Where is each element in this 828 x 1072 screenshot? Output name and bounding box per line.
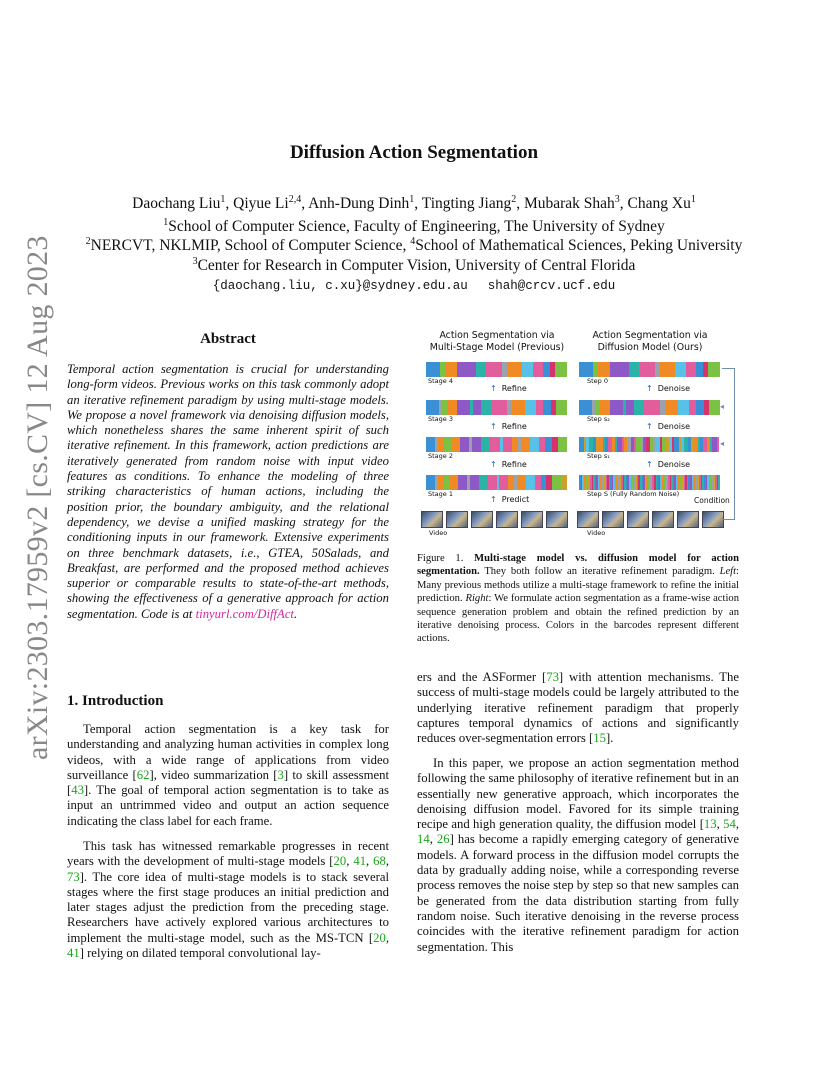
- affiliation-mark: 1: [163, 217, 169, 228]
- intro-paragraph-4: [417, 756, 739, 955]
- author-list: Daochang Liu$^1$, Qiyue Li$^{2,4}$, Anh-Dung Dinh$^1$, Tingting Jiang$^2$, Mubarak Shah$^3$, Chang Xu$^1$: [132, 194, 696, 213]
- affiliation-mark: 2: [511, 194, 517, 205]
- barcode-segment: [491, 400, 507, 415]
- author-name: Tingting Jiang: [421, 195, 512, 213]
- barcode-segment: [490, 437, 499, 452]
- paragraph-text: In this paper, we propose an action segmentation method following the same philosophy of iterative refinement but in an essentially new generative approach, which incorporates the denoising diffusion model. Favored for its simple training recipe and high generation quality, the diffusion model [: [417, 756, 739, 832]
- email-address[interactable]: {daochang.liu, c.xu}@sydney.edu.au: [212, 279, 468, 293]
- abstract-text: Temporal action segmentation is crucial for understanding long-form videos. Previous works on this task commonly adopt an iterative refinement paradigm by using multi-stage models. We propose a novel framework via denoising diffusion models, which nonetheless shares the same inherent spirit of such iterative refinement. In this framework, action predictions are iteratively generated from random noise with input video features as conditions. To enhance the modeling of three striking characteristics of human actions, including the position prior, the boundary ambiguity, and the relational dependency, we devise a unified masking strategy for the conditioning inputs in our framework. Extensive experiments on three benchmark datasets, i.e., GTEA, 50Salads, and Breakfast, are performed and the proposed method achieves superior or comparable results to state-of-the-art methods, showing the effectiveness of a generative approach for action segmentation. Code is at: [67, 362, 389, 621]
- paragraph-text: ers and the ASFormer [: [417, 670, 547, 684]
- paragraph-text: ,: [385, 930, 389, 945]
- author-name: Daochang Liu: [132, 195, 221, 213]
- barcode-segment: [472, 437, 481, 452]
- barcode-segment: [426, 475, 435, 490]
- barcode-segment: [709, 400, 719, 415]
- barcode-segment: [660, 362, 674, 377]
- barcode-segment: [476, 362, 486, 377]
- caption-italic: Left: [719, 566, 737, 578]
- code-link[interactable]: tinyurl.com/DiffAct: [195, 606, 294, 621]
- paragraph-text: ]. The goal of temporal action segmentation is to take as input an untrimmed video and output an action sequence indicating the class label for each frame.: [67, 783, 389, 828]
- author-emails: [0, 279, 828, 293]
- barcode-segment: [533, 362, 543, 377]
- barcode-segment: [644, 400, 660, 415]
- up-arrow-icon: ↑: [646, 384, 653, 393]
- denoise-arrow-label: [646, 460, 690, 469]
- caption-label: Figure 1.: [417, 553, 475, 564]
- video-frame-thumbnail: [521, 511, 543, 528]
- barcode-segment: [600, 400, 610, 415]
- affiliation-mark: 1: [690, 194, 696, 205]
- prediction-barcode: [426, 400, 567, 415]
- abstract-heading: Abstract: [200, 331, 256, 347]
- step-label: Step 0: [587, 377, 609, 385]
- citation-link[interactable]: 43: [71, 783, 84, 798]
- arrow-text: Denoise: [657, 460, 691, 469]
- barcode-segment: [552, 475, 561, 490]
- affiliation-mark: 3: [614, 194, 620, 205]
- affiliation-mark: 3: [192, 256, 198, 267]
- video-frames: [577, 511, 724, 528]
- paragraph-text: ] relying on dilated temporal convolutional lay-: [79, 946, 321, 961]
- barcode-segment: [470, 475, 479, 490]
- affiliation-text: School of Mathematical Sciences, Peking University: [415, 237, 743, 255]
- intro-paragraph-2: [67, 839, 389, 961]
- figure-1: [417, 326, 747, 540]
- citation-link[interactable]: 14: [417, 832, 430, 847]
- paragraph-text: ,: [346, 854, 354, 869]
- video-label: Video: [429, 529, 448, 537]
- barcode-segment: [579, 400, 592, 415]
- stage-label: Stage 4: [428, 377, 453, 385]
- paragraph-text: ,: [429, 832, 437, 847]
- video-frame-thumbnail: [627, 511, 649, 528]
- barcode-segment: [634, 400, 644, 415]
- up-arrow-icon: ↑: [490, 384, 497, 393]
- barcode-segment: [639, 362, 656, 377]
- author-name: Chang Xu: [627, 195, 691, 213]
- barcode-segment: [521, 437, 530, 452]
- step-label: Step S (Fully Random Noise): [587, 490, 680, 498]
- barcode-segment: [696, 400, 704, 415]
- affiliation-line-1: [0, 217, 828, 236]
- affiliation-mark: 1: [409, 194, 415, 205]
- barcode-segment: [479, 475, 488, 490]
- citation-link[interactable]: 73: [67, 869, 80, 884]
- video-frame-thumbnail: [546, 511, 568, 528]
- barcode-segment: [473, 400, 481, 415]
- barcode-segment: [450, 475, 459, 490]
- barcode-segment: [451, 437, 460, 452]
- citation-link[interactable]: 62: [136, 767, 150, 782]
- up-arrow-icon: ↑: [490, 495, 497, 504]
- stage-label: Stage 3: [428, 415, 453, 423]
- denoise-arrow-label: [646, 384, 690, 393]
- video-frame-thumbnail: [602, 511, 624, 528]
- video-frame-thumbnail: [677, 511, 699, 528]
- barcode-segment: [558, 437, 567, 452]
- arrow-text: Refine: [501, 422, 527, 431]
- barcode-segment: [556, 400, 566, 415]
- paragraph-text: ,: [716, 817, 724, 832]
- condition-label: Condition: [694, 496, 730, 505]
- citation-link[interactable]: 13: [703, 817, 717, 832]
- affiliation-mark: 2,4: [288, 194, 302, 205]
- barcode-segment: [696, 362, 703, 377]
- barcode-segment: [486, 362, 503, 377]
- step-label: Step s₂: [587, 415, 610, 423]
- citation-link[interactable]: 68: [373, 854, 386, 869]
- barcode-segment: [626, 400, 634, 415]
- barcode-segment: [561, 475, 567, 490]
- barcode-segment: [457, 362, 476, 377]
- left-panel-title: [417, 330, 577, 354]
- barcode-segment: [526, 475, 535, 490]
- barcode-segment: [579, 362, 593, 377]
- citation-link[interactable]: 3: [277, 767, 284, 782]
- barcode-segment: [447, 400, 457, 415]
- abstract-text-end: .: [293, 606, 298, 621]
- right-panel-title-text: Action Segmentation via Diffusion Model (Ours): [592, 330, 708, 353]
- affiliation-text: NERCVT, NKLMIP, School of Computer Science,: [90, 237, 411, 255]
- arrow-text: Predict: [501, 495, 530, 504]
- barcode-segment: [426, 362, 440, 377]
- paragraph-text: ] has become a rapidly emerging category of generative models. A forward process in the diffusion model corrupts the data by gradually adding noise, while a corresponding reverse process removes the noise step by step so that new samples can be generated from the data distribution starting from fully random noise. Such iterative denoising in the reverse process coincides with the iterative refinement paradigm for action segmentation. This: [417, 832, 739, 954]
- barcode-segment: [536, 400, 544, 415]
- video-frame-thumbnail: [702, 511, 724, 528]
- author-name: Mubarak Shah: [523, 195, 615, 213]
- intro-paragraph-1: [67, 722, 389, 829]
- email-address[interactable]: shah@crcv.ucf.edu: [487, 279, 616, 293]
- video-label: Video: [587, 529, 606, 537]
- citation-link[interactable]: 54: [723, 817, 736, 832]
- barcode-segment: [689, 400, 697, 415]
- barcode-segment: [426, 400, 439, 415]
- refine-arrow-label: [490, 384, 527, 393]
- barcode-segment: [488, 475, 497, 490]
- figure-caption: [417, 552, 739, 646]
- barcode-segment: [522, 362, 534, 377]
- paragraph-text: ,: [385, 854, 390, 869]
- barcode-segment: [426, 437, 435, 452]
- noise-barcode: [579, 475, 720, 490]
- affiliation-text: Center for Research in Computer Vision, University of Central Florida: [197, 257, 636, 275]
- paragraph-text: Temporal action segmentation is a key task for understanding and analyzing human activities in complex long videos, with a wide range of applications from video surveillance [: [67, 722, 389, 782]
- author-name: Qiyue Li: [233, 195, 289, 213]
- paragraph-text: ,: [735, 817, 740, 832]
- step-label: Step s₁: [587, 452, 610, 460]
- condition-arrow-icon: ◂: [720, 439, 725, 448]
- prediction-barcode: [426, 437, 567, 452]
- predict-arrow-label: [490, 495, 529, 504]
- affiliation-line-3: [0, 256, 828, 275]
- video-frame-thumbnail: [577, 511, 599, 528]
- arrow-text: Refine: [501, 460, 527, 469]
- barcode-segment: [543, 400, 551, 415]
- caption-text: They both follow an iterative refinement paradigm.: [479, 566, 720, 578]
- left-panel-title-text: Action Segmentation via Multi-Stage Model (Previous): [429, 330, 565, 353]
- barcode-segment: [708, 362, 720, 377]
- video-frame-thumbnail: [446, 511, 468, 528]
- affiliation-mark: 4: [410, 236, 416, 247]
- affiliation-mark: 1: [220, 194, 226, 205]
- barcode-segment: [457, 400, 470, 415]
- affiliation-mark: 2: [85, 236, 91, 247]
- refine-arrow-label: [490, 460, 527, 469]
- affiliation-text: School of Computer Science, Faculty of Engineering, The University of Sydney: [168, 218, 665, 236]
- paragraph-text: ,: [366, 854, 374, 869]
- video-frame-thumbnail: [421, 511, 443, 528]
- barcode-segment: [678, 400, 688, 415]
- barcode-segment: [530, 437, 539, 452]
- barcode-segment: [517, 475, 526, 490]
- barcode-segment: [555, 362, 567, 377]
- barcode-segment: [686, 362, 696, 377]
- denoised-barcode: [579, 400, 720, 415]
- up-arrow-icon: ↑: [490, 460, 497, 469]
- up-arrow-icon: ↑: [646, 422, 653, 431]
- up-arrow-icon: ↑: [646, 460, 653, 469]
- paragraph-text: ], video summarization [: [149, 767, 278, 782]
- arrow-text: Refine: [501, 384, 527, 393]
- barcode-segment: [445, 362, 457, 377]
- paragraph-text: This task has witnessed remarkable progresses in recent years with the development of multi-stage models [: [67, 839, 389, 869]
- caption-text: : We formulate action segmentation as a frame-wise action sequence generation problem and obtain the refined prediction by an iterative denoising process. Colors in the barcodes represent different actions.: [417, 593, 739, 645]
- barcode-segment: [629, 362, 639, 377]
- abstract-body: [67, 362, 389, 622]
- barcode-segment: [460, 437, 469, 452]
- video-frames: [421, 511, 568, 528]
- paper-title: Diffusion Action Segmentation: [289, 142, 539, 163]
- paragraph-text: ] to skill assessment [: [67, 767, 389, 798]
- citation-link[interactable]: 73: [546, 670, 559, 684]
- barcode-segment: [525, 400, 535, 415]
- condition-arrow-icon: ◂: [720, 402, 725, 411]
- prediction-barcode: [426, 362, 567, 377]
- citation-link[interactable]: 41: [67, 946, 80, 961]
- denoised-barcode: [579, 437, 720, 452]
- denoised-barcode: [579, 362, 720, 377]
- video-frame-thumbnail: [496, 511, 518, 528]
- video-frame-thumbnail: [471, 511, 493, 528]
- refine-arrow-label: [490, 422, 527, 431]
- video-frame-thumbnail: [652, 511, 674, 528]
- up-arrow-icon: ↑: [490, 422, 497, 431]
- citation-link[interactable]: 20: [373, 930, 386, 945]
- barcode-segment: [675, 362, 687, 377]
- citation-link[interactable]: 41: [353, 854, 367, 869]
- barcode-segment: [610, 400, 623, 415]
- barcode-segment: [512, 400, 525, 415]
- affiliation-line-2: [0, 236, 828, 255]
- barcode-segment: [507, 362, 521, 377]
- barcode-segment: [499, 475, 508, 490]
- paragraph-text: ].: [605, 731, 614, 746]
- stage-label: Stage 2: [428, 452, 453, 460]
- prediction-barcode: [426, 475, 567, 490]
- barcode-segment: [481, 437, 490, 452]
- paragraph-text: ] with attention mechanisms. The success of multi-stage models could be largely attributed to the underlying iterative refinement paradigm that properly captures temporal dynamics of actions and significantly reduces over-segmentation errors [: [417, 670, 739, 746]
- barcode-segment: [481, 400, 491, 415]
- intro-paragraph-3: [417, 670, 739, 746]
- caption-text: : Many previous methods utilize a multi-stage framework to refine the initial prediction.: [417, 566, 739, 605]
- arxiv-identifier-stamp: arXiv:2303.17959v2 [cs.CV] 12 Aug 2023: [21, 235, 54, 760]
- caption-bold: Multi-stage model vs. diffusion model for action segmentation.: [417, 553, 739, 578]
- arrow-text: Denoise: [657, 422, 691, 431]
- barcode-segment: [598, 362, 610, 377]
- author-name: Anh-Dung Dinh: [308, 195, 410, 213]
- paragraph-text: ]. The core idea of multi-stage models is to stack several stages where the first stage produces an initial prediction and later stages adjust the prediction from the preceding stage. Researchers have actively explored various architectures to implement the multi-stage model, such as the MS-TCN [: [67, 869, 389, 945]
- citation-link[interactable]: 20: [333, 854, 347, 869]
- caption-italic: Right: [465, 593, 489, 605]
- citation-link[interactable]: 26: [436, 832, 450, 847]
- arrow-text: Denoise: [657, 384, 691, 393]
- introduction-heading: 1. Introduction: [67, 693, 164, 709]
- citation-link[interactable]: 15: [593, 731, 606, 746]
- right-panel-title: [575, 330, 725, 354]
- barcode-segment: [543, 362, 550, 377]
- barcode-segment: [718, 475, 720, 490]
- barcode-segment: [610, 362, 629, 377]
- barcode-segment: [665, 400, 678, 415]
- barcode-segment: [503, 437, 512, 452]
- denoise-arrow-label: [646, 422, 690, 431]
- barcode-segment: [717, 437, 719, 452]
- stage-label: Stage 1: [428, 490, 453, 498]
- barcode-segment: [458, 475, 467, 490]
